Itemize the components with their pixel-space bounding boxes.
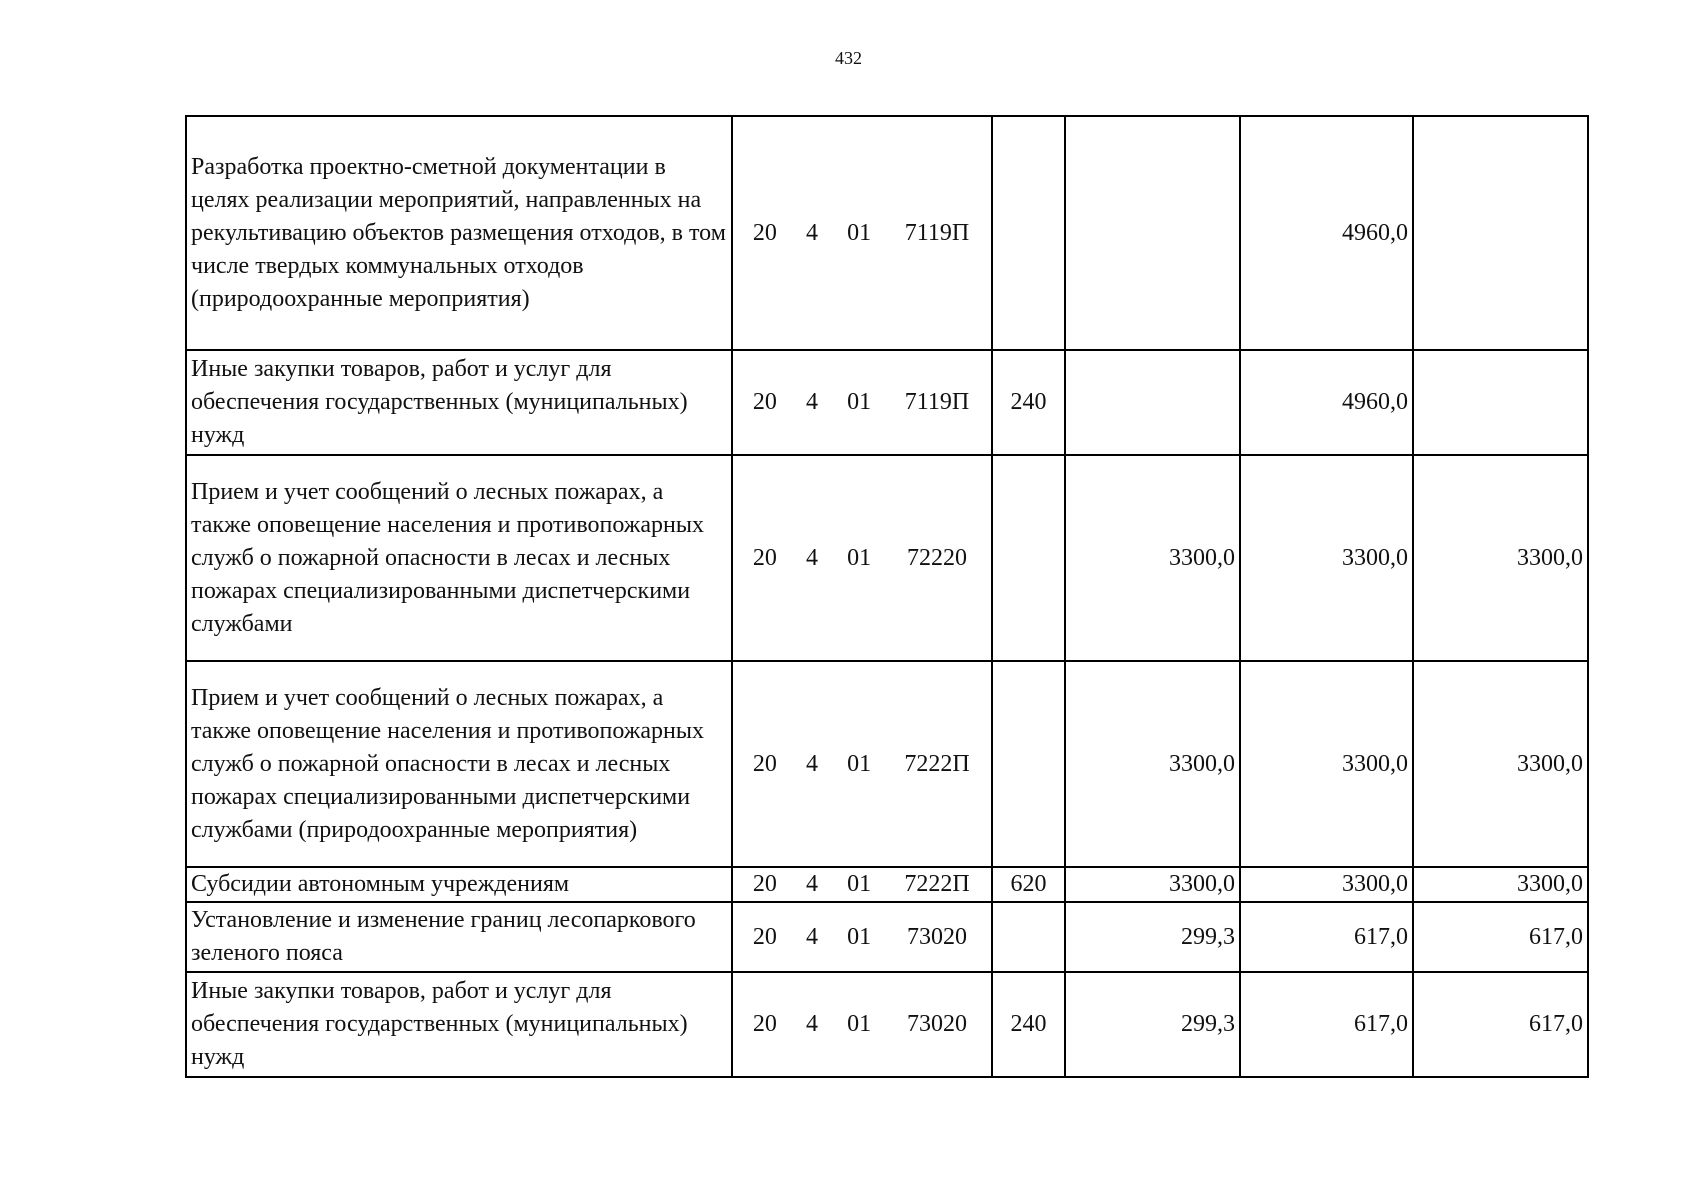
row-name: Прием и учет сообщений о лесных пожарах, а также оповещение населения и противопожарных служб о пожарной опасности в лесах и лесных пожарах специализированными диспетчерскими службами (природоохранные мероприятия) (186, 661, 732, 867)
code-subprogram: 4 (806, 750, 818, 777)
budget-code (732, 455, 992, 661)
code-direction: 7119П (904, 219, 970, 246)
code-subprogram: 4 (806, 1011, 818, 1037)
code-direction: 73020 (907, 923, 967, 950)
code-event: 01 (847, 389, 872, 415)
expense-type: 620 (992, 867, 1065, 902)
code-subprogram: 4 (806, 389, 818, 415)
code-event: 01 (847, 750, 872, 777)
table-row (186, 350, 1697, 455)
amount-year-2: 617,0 (1240, 972, 1413, 1077)
code-subprogram: 4 (806, 219, 818, 246)
code-direction: 7222П (904, 871, 970, 897)
expense-type (992, 116, 1065, 350)
code-subprogram: 4 (806, 544, 818, 571)
table-row (186, 867, 1697, 902)
budget-code (732, 867, 992, 902)
expense-type (992, 902, 1065, 972)
amount-year-1: 299,3 (1065, 902, 1240, 972)
code-event: 01 (847, 544, 872, 571)
code-program: 20 (752, 219, 777, 246)
code-program: 20 (752, 871, 777, 897)
code-event: 01 (847, 219, 872, 246)
code-program: 20 (752, 923, 777, 950)
row-name: Прием и учет сообщений о лесных пожарах, а также оповещение населения и противопожарных служб о пожарной опасности в лесах и лесных пожарах специализированными диспетчерскими службами (186, 455, 732, 661)
row-name: Иные закупки товаров, работ и услуг для обеспечения государственных (муниципальных) нужд (186, 972, 732, 1077)
amount-year-3: 3300,0 (1413, 867, 1588, 902)
expense-type (992, 661, 1065, 867)
code-subprogram: 4 (806, 871, 818, 897)
amount-year-1 (1065, 116, 1240, 350)
code-program: 20 (752, 389, 777, 415)
code-direction: 72220 (907, 544, 967, 571)
code-direction: 7119П (904, 389, 970, 415)
table-row (186, 455, 1697, 661)
amount-year-1: 299,3 (1065, 972, 1240, 1077)
amount-year-1 (1065, 350, 1240, 455)
budget-code (732, 972, 992, 1077)
code-direction: 73020 (907, 1011, 967, 1037)
code-direction: 7222П (904, 750, 970, 777)
budget-code (732, 350, 992, 455)
amount-year-3: 617,0 (1413, 902, 1588, 972)
code-program: 20 (752, 750, 777, 777)
code-program: 20 (752, 1011, 777, 1037)
table-row (186, 902, 1697, 972)
budget-table (185, 115, 1697, 1078)
row-name: Установление и изменение границ лесопаркового зеленого пояса (186, 902, 732, 972)
code-event: 01 (847, 923, 872, 950)
amount-year-3: 617,0 (1413, 972, 1588, 1077)
code-event: 01 (847, 1011, 872, 1037)
amount-year-2: 4960,0 (1240, 350, 1413, 455)
table-row (186, 972, 1697, 1077)
amount-year-3 (1413, 116, 1588, 350)
expense-type (992, 455, 1065, 661)
amount-year-3: 3300,0 (1413, 661, 1588, 867)
row-name: Иные закупки товаров, работ и услуг для обеспечения государственных (муниципальных) нужд (186, 350, 732, 455)
amount-year-2: 4960,0 (1240, 116, 1413, 350)
amount-year-1: 3300,0 (1065, 455, 1240, 661)
code-subprogram: 4 (806, 923, 818, 950)
amount-year-2: 3300,0 (1240, 867, 1413, 902)
table-row (186, 116, 1697, 350)
budget-code (732, 902, 992, 972)
amount-year-3 (1413, 350, 1588, 455)
page-number: 432 (835, 48, 862, 68)
code-program: 20 (752, 544, 777, 571)
amount-year-3: 3300,0 (1413, 455, 1588, 661)
amount-year-2: 3300,0 (1240, 661, 1413, 867)
expense-type: 240 (992, 972, 1065, 1077)
row-name: Разработка проектно-сметной документации в целях реализации мероприятий, направленных на рекультивацию объектов размещения отходов, в том числе твердых коммунальных отходов (природоохранные мероприятия) (186, 116, 732, 350)
table-row (186, 661, 1697, 867)
code-event: 01 (847, 871, 872, 897)
expense-type: 240 (992, 350, 1065, 455)
amount-year-1: 3300,0 (1065, 867, 1240, 902)
amount-year-2: 617,0 (1240, 902, 1413, 972)
amount-year-1: 3300,0 (1065, 661, 1240, 867)
budget-code (732, 661, 992, 867)
budget-code (732, 116, 992, 350)
row-name: Субсидии автономным учреждениям (186, 867, 732, 902)
amount-year-2: 3300,0 (1240, 455, 1413, 661)
